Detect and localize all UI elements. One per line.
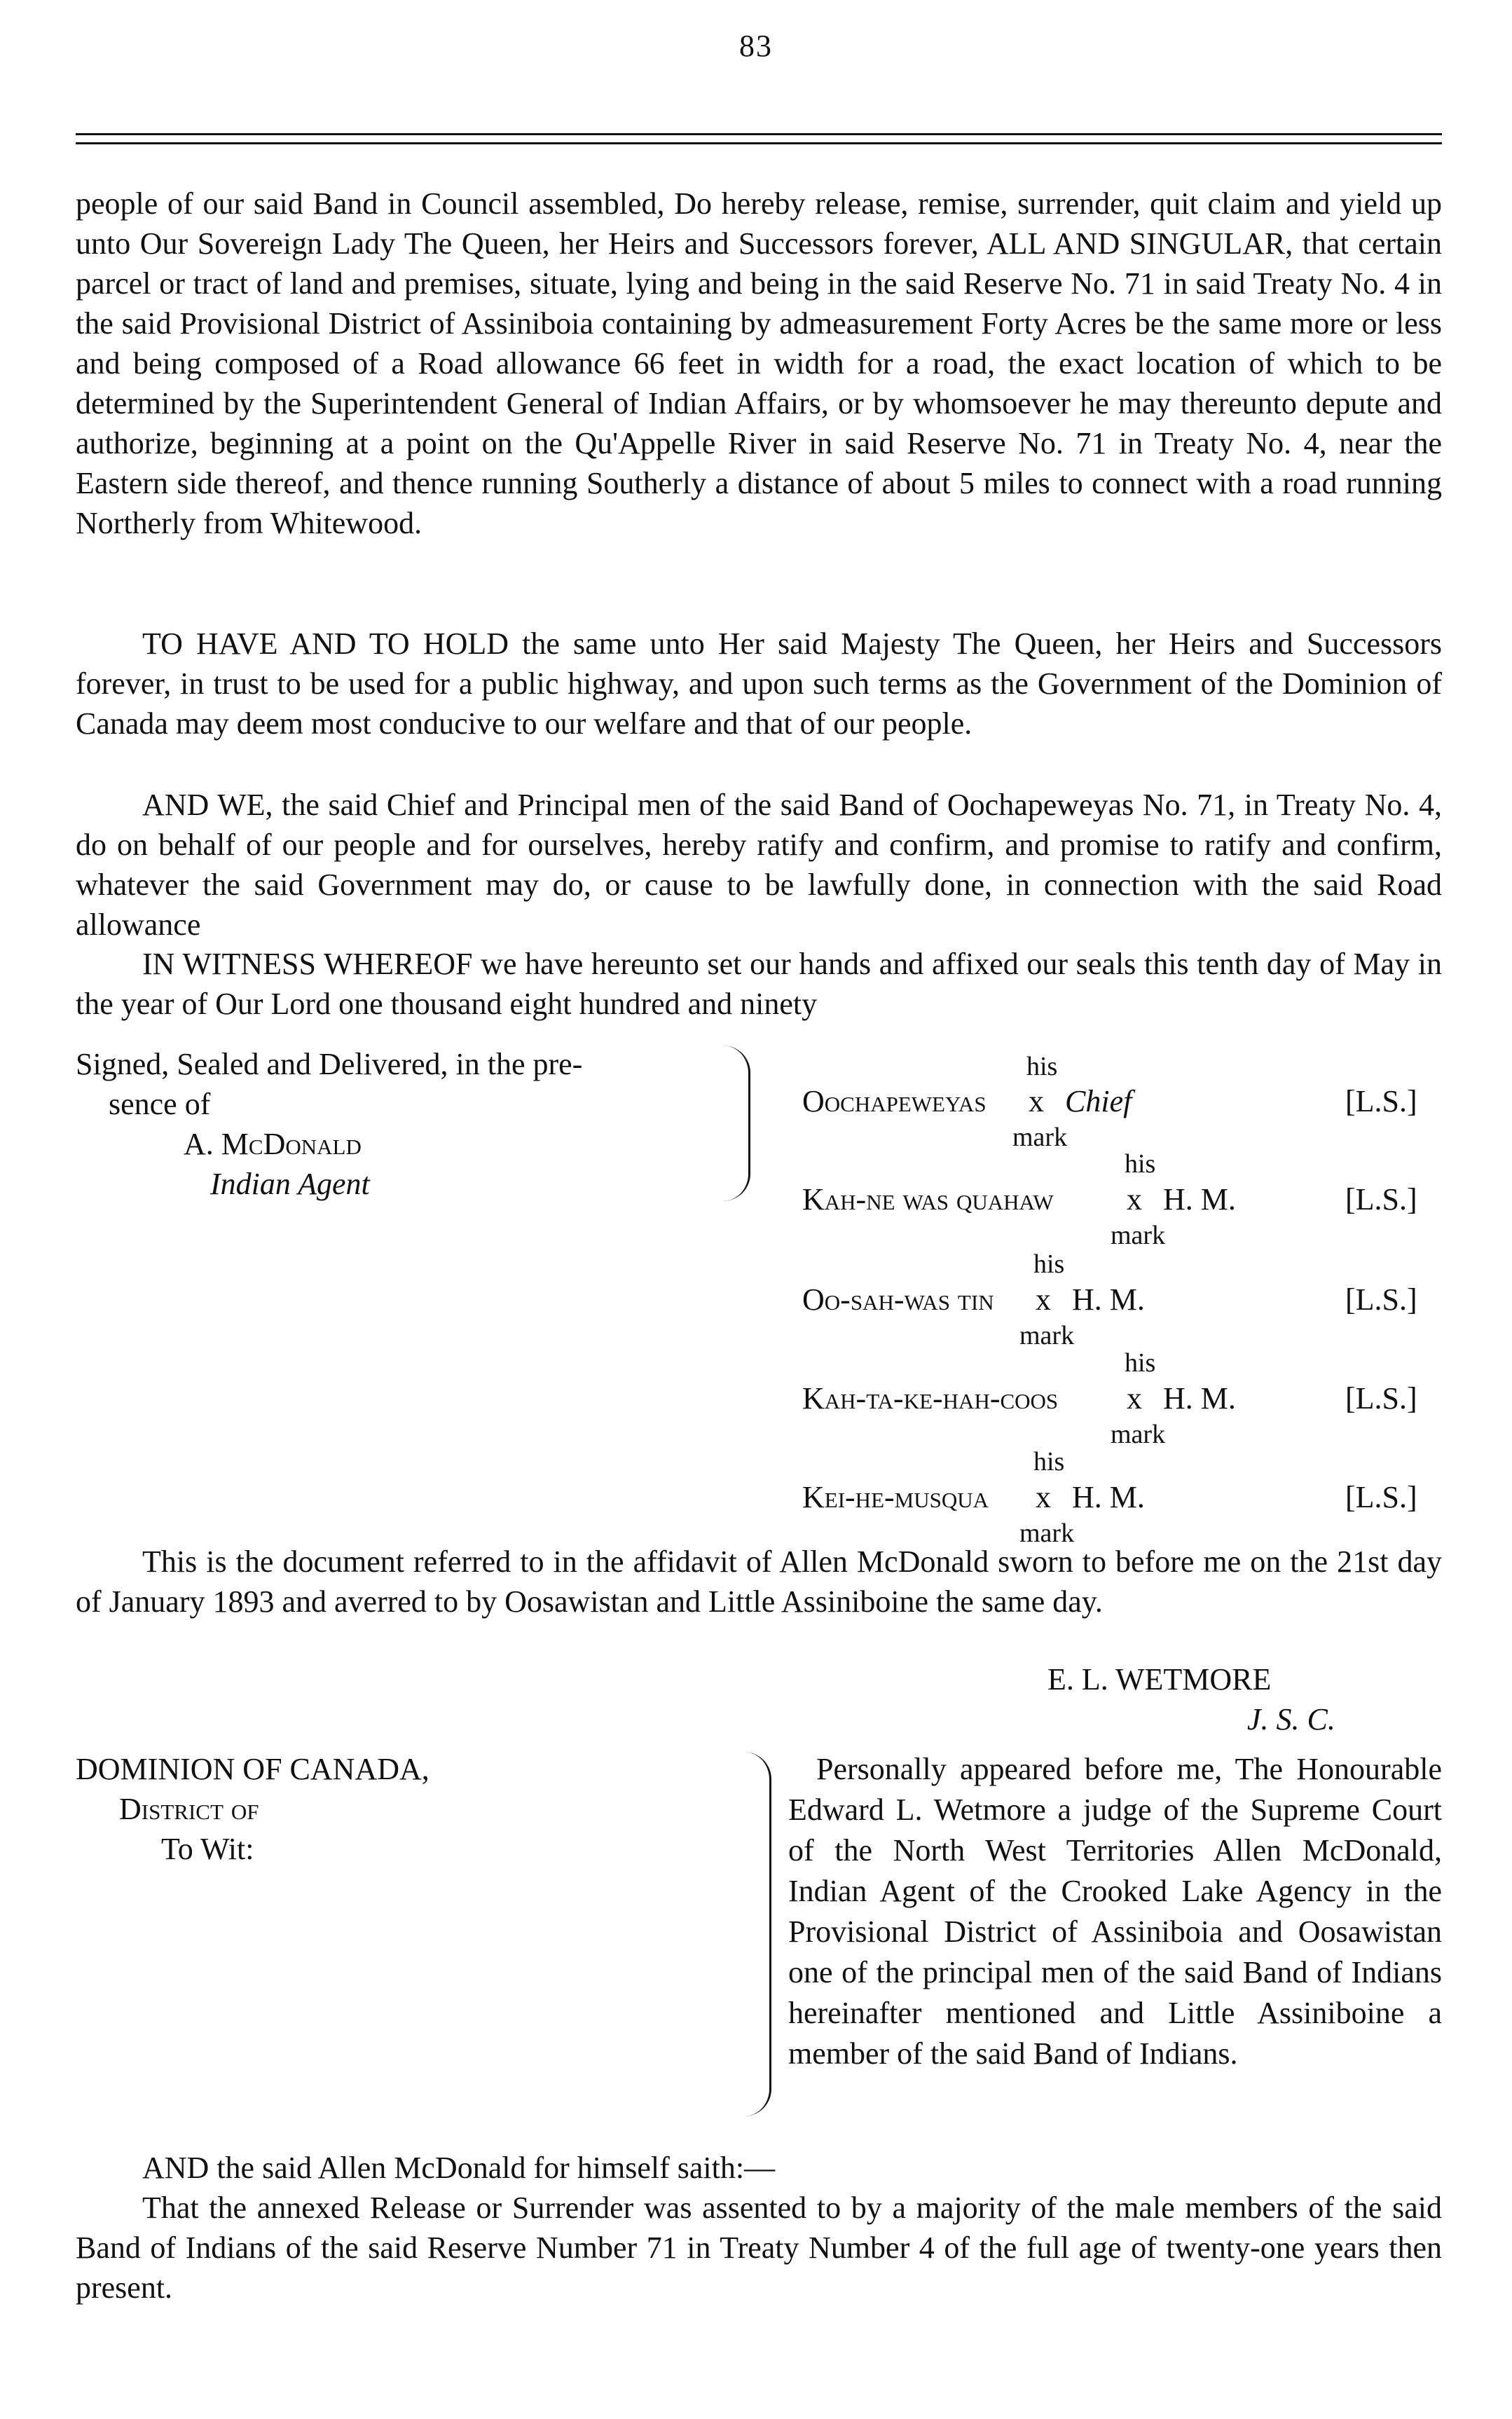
his-label: his [1033, 1249, 1065, 1279]
signatory-role: H. M. [1163, 1182, 1236, 1217]
header-rule [76, 133, 1442, 144]
signatory-role: H. M. [1072, 1480, 1145, 1514]
judge-title: J. S. C. [1247, 1702, 1335, 1736]
assent-paragraph: That the annexed Release or Surrender was assented to by a majority of the male members of the said Band of Indians of the said Reserve Number 71 in Treaty Number 4 of the full age of twenty-one years then present. [76, 2191, 1442, 2305]
seal-label: [L.S.] [1345, 1381, 1417, 1416]
page-number: 83 [739, 29, 773, 63]
signatory-role: H. M. [1072, 1282, 1145, 1317]
habendum-paragraph: TO HAVE AND TO HOLD the same unto Her said Majesty The Queen, her Heirs and Successors forever, in trust to be used for a public highway, and upon such terms as the Government of the Dominion of Canada may deem most conducive to our welfare and that of our people. [76, 626, 1442, 741]
signatory-name: Oochapeweyas [802, 1084, 987, 1118]
mark-x: x [1127, 1381, 1142, 1416]
mark-x: x [1029, 1084, 1044, 1118]
witness-line-1: Signed, Sealed and Delivered, in the pre- [76, 1047, 583, 1081]
witness-whereof-paragraph: IN WITNESS WHEREOF we have hereunto set our hands and affixed our seals this tenth day of May in the year of Our Lord one thousand eight hundred and ninety [76, 947, 1442, 1021]
signatory-name: Kah-ne was quahaw [802, 1182, 1054, 1217]
mark-x: x [1127, 1182, 1142, 1217]
mark-label: mark [1019, 1321, 1075, 1350]
mark-label: mark [1111, 1420, 1166, 1449]
affidavit-paragraph: This is the document referred to in the affidavit of Allen McDonald sworn to before me on the 21st day of January 1893 and averred to by Oosawistan and Little Assiniboine the same day. [76, 1544, 1442, 1619]
his-label: his [1033, 1447, 1065, 1476]
seal-label: [L.S.] [1345, 1084, 1417, 1118]
signatory-name: Kah-ta-ke-hah-coos [802, 1381, 1059, 1416]
district-label: District of [119, 1792, 259, 1826]
mark-label: mark [1111, 1221, 1166, 1250]
to-wit-label: To Wit: [161, 1832, 254, 1866]
signatory-name: Oo-sah-was tin [802, 1282, 994, 1317]
mark-label: mark [1019, 1519, 1075, 1548]
seal-label: [L.S.] [1345, 1182, 1417, 1217]
his-label: his [1125, 1348, 1156, 1378]
witness-brace [723, 1046, 750, 1201]
mark-label: mark [1012, 1123, 1068, 1152]
dominion-heading: DOMINION OF CANADA, [76, 1752, 429, 1786]
signatory-role: Chief [1065, 1084, 1132, 1118]
ratification-paragraph: AND WE, the said Chief and Principal men of the said Band of Oochapeweyas No. 71, in Treaty No. 4, do on behalf of our people and for ourselves, hereby ratify and confirm, and promise to ratify and confirm, whatever the said Government may do, or cause to be lawfully done, in connection with the said Road allowance [76, 788, 1442, 942]
mark-x: x [1036, 1480, 1051, 1514]
mark-x: x [1036, 1282, 1051, 1317]
his-label: his [1026, 1052, 1058, 1081]
dominion-brace [744, 1752, 771, 2116]
signatory-name: Kei-he-musqua [802, 1480, 989, 1514]
his-label: his [1125, 1149, 1156, 1179]
release-paragraph: people of our said Band in Council assembled, Do hereby release, remise, surrender, quit claim and yield up unto Our Sovereign Lady The Queen, her Heirs and Successors forever, ALL AND SINGULAR, that certain parcel or tract of land and premises, situate, lying and being in the said Reserve No. 71 in said Treaty No. 4 in the said Provisional District of Assiniboia containing by admeasurement Forty Acres be the same more or less and being composed of a Road allowance 66 feet in width for a road, the exact location of which to be determined by the Superintendent General of Indian Affairs, or by whomsoever he may thereunto depute and authorize, beginning at a point on the Qu'Appelle River in said Reserve No. 71 in Treaty No. 4, near the Eastern side thereof, and thence running Southerly a distance of about 5 miles to connect with a road running Northerly from Whitewood. [76, 186, 1442, 540]
appearance-statement: Personally appeared before me, The Honourable Edward L. Wetmore a judge of the Supreme Court of the North West Territories Allen McDonald, Indian Agent of the Crooked Lake Agency in the Provisional District of Assiniboia and Oosawistan one of the principal men of the said Band of Indians hereinafter mentioned and Little Assiniboine a member of the said Band of Indians. [788, 1752, 1442, 2071]
witness-name: A. McDonald [184, 1127, 362, 1161]
witness-line-2: sence of [109, 1087, 211, 1121]
seal-label: [L.S.] [1345, 1282, 1417, 1317]
seal-label: [L.S.] [1345, 1480, 1417, 1514]
witness-title: Indian Agent [210, 1167, 370, 1201]
judge-name: E. L. WETMORE [1047, 1662, 1272, 1697]
and-saith-line: AND the said Allen McDonald for himself saith:— [142, 2151, 776, 2185]
signatory-role: H. M. [1163, 1381, 1236, 1416]
